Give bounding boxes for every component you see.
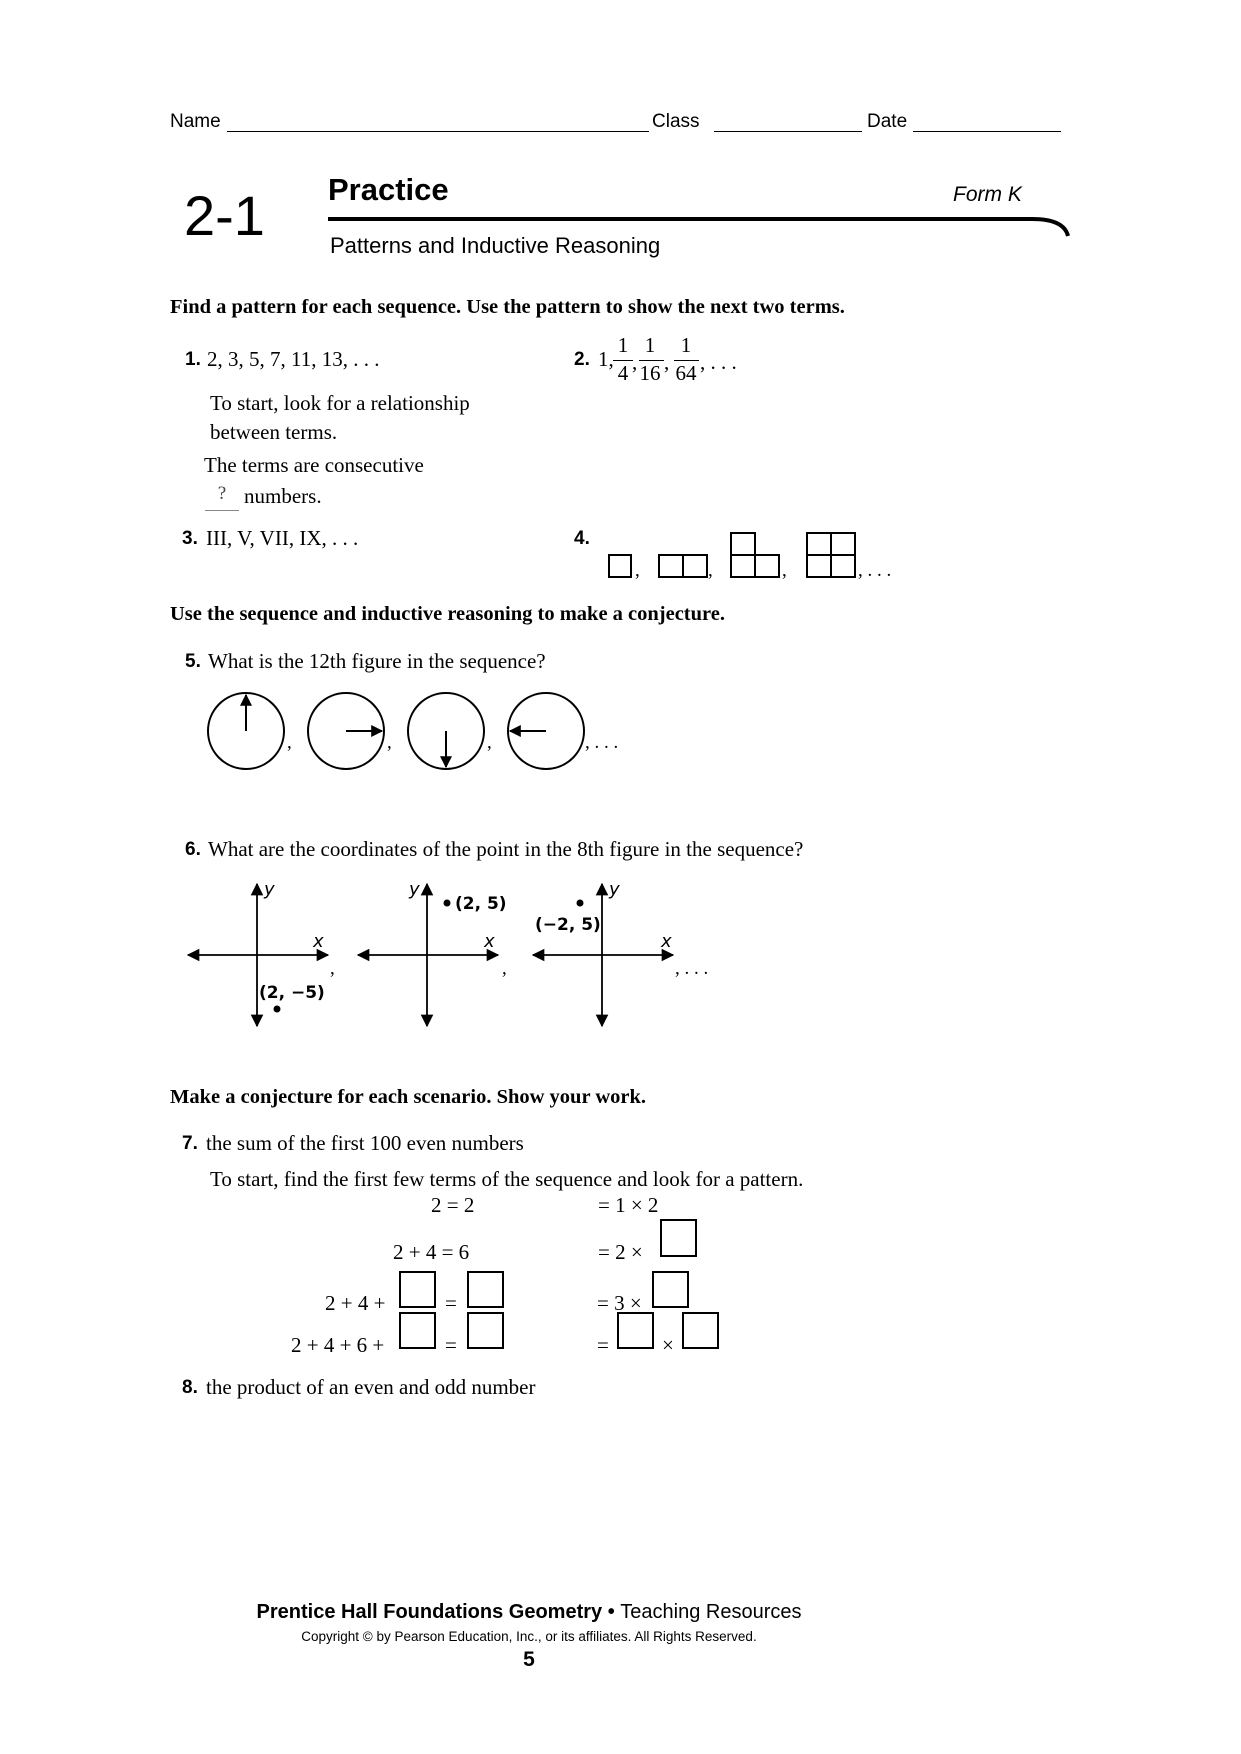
q7-row3-left: 2 + 4 + [325,1291,386,1315]
q3-sequence: III, V, VII, IX, . . . [206,526,359,550]
graph3-point-label: (−2, 5) [535,915,601,935]
q2-fraction3-num: 1 [680,333,692,357]
q1-hint-1: To start, look for a relationship [210,391,470,415]
q1-number: 1. [185,349,201,370]
q2-fraction2-den: 16 [639,361,661,385]
q2-comma-1: , [632,350,638,374]
graph2-x-label: x [484,931,495,952]
q6-comma-1: , [330,958,335,979]
graph-point-2 [444,900,451,907]
q7-row3-sum-box[interactable] [467,1271,504,1308]
q7-row3-equals: = [445,1291,457,1315]
q7-row4-equals: = [445,1333,457,1357]
q4-comma-1: , [635,560,640,581]
q5-comma-3: , [487,732,492,753]
graph2-point-label: (2, 5) [455,894,507,914]
pattern-figure-3 [731,533,779,577]
class-label: Class [652,111,700,132]
q1-answer-blank[interactable] [205,483,239,511]
q2-fraction1-den: 4 [617,361,629,385]
graph1-point-label: (2, −5) [259,983,325,1003]
footer-book-bold: Prentice Hall Foundations Geometry [256,1601,603,1623]
q7-row4-factor2-box[interactable] [682,1312,719,1349]
date-label: Date [867,111,908,132]
q2-fraction3-den: 64 [675,361,697,385]
pattern-figure-4 [807,533,855,577]
section3-instruction: Make a conjecture for each scenario. Show your work. [170,1086,646,1108]
q2-lead: 1, [598,347,614,371]
lesson-number: 2-1 [184,184,265,247]
q7-row4-right: = [597,1333,609,1357]
q2-fraction1-num: 1 [617,333,629,357]
q7-row2-answer-box[interactable] [660,1219,697,1257]
q5-comma-2: , [387,732,392,753]
q7-row4-sum-box[interactable] [467,1312,504,1349]
page-title: Practice [328,172,449,207]
footer-copyright: Copyright © by Pearson Education, Inc., or its affiliates. All Rights Reserved. [301,1629,757,1644]
class-line [714,131,862,132]
q1-blank-mark: ? [217,483,227,504]
q6-number: 6. [185,839,201,860]
q5-comma-1: , [287,732,292,753]
page-number: 5 [523,1648,535,1671]
q5-tail: , . . . [585,732,619,753]
section1-instruction: Find a pattern for each sequence. Use the pattern to show the next two terms. [170,296,845,318]
clock-figure-3 [408,693,484,769]
graph1-y-label: y [264,879,275,900]
q8-text: the product of an even and odd number [206,1375,536,1399]
q7-hint: To start, find the first few terms of the sequence and look for a pattern. [210,1167,804,1191]
footer-bullet: • [602,1601,621,1623]
graph-point-1 [274,1006,281,1013]
page-subtitle: Patterns and Inductive Reasoning [330,233,661,258]
q5-clock-sequence [200,690,620,780]
footer-book-title [0,1601,1058,1624]
q3-number: 3. [182,528,198,549]
q4-number: 4. [574,528,590,549]
q7-row4-addend-box[interactable] [399,1312,436,1349]
q6-coordinate-sequence [180,875,720,1035]
q2-comma-2: , [664,350,670,374]
q2-tail: , . . . [700,350,737,374]
clock-figure-1 [208,693,284,769]
q7-row3-factor-box[interactable] [652,1271,689,1308]
graph1-x-label: x [313,931,324,952]
clock-figure-4 [508,693,584,769]
form-label: Form K [953,183,1022,206]
graph2-y-label: y [409,879,420,900]
q6-tail: , . . . [675,958,709,979]
clock-figure-2 [308,693,384,769]
q4-comma-3: , [782,560,787,581]
q7-number: 7. [182,1133,198,1154]
pattern-figure-1 [609,555,631,577]
pattern-figure-2 [659,555,707,577]
q1-hint-3: The terms are consecutive [204,453,424,477]
graph-point-3 [577,900,584,907]
q7-row3-right: = 3 × [597,1291,642,1315]
q7-row4-times: × [662,1333,674,1357]
q2-fraction2-num: 1 [644,333,656,357]
name-line [227,131,649,132]
q7-row1-right: = 1 × 2 [598,1193,659,1217]
q7-row3-addend-box[interactable] [399,1271,436,1308]
q4-tail: , . . . [858,560,892,581]
name-label: Name [170,111,221,132]
q7-text: the sum of the first 100 even numbers [206,1131,524,1155]
q6-question: What are the coordinates of the point in the 8th figure in the sequence? [208,837,804,861]
q5-number: 5. [185,651,201,672]
graph-figure-1 [188,884,328,1026]
graph3-y-label: y [609,879,620,900]
q8-number: 8. [182,1377,198,1398]
q4-square-pattern [600,525,880,585]
q7-row1-left: 2 = 2 [431,1193,475,1217]
q1-hint-2: between terms. [210,420,338,444]
q1-sequence: 2, 3, 5, 7, 11, 13, . . . [207,347,380,371]
q7-row4-factor1-box[interactable] [617,1312,654,1349]
q1-hint-4: numbers. [244,484,322,508]
date-line [913,131,1061,132]
q2-number: 2. [574,349,590,370]
q7-row4-left: 2 + 4 + 6 + [291,1333,385,1357]
q4-comma-2: , [708,560,713,581]
q6-comma-2: , [502,958,507,979]
graph3-x-label: x [661,931,672,952]
q5-question: What is the 12th figure in the sequence? [208,649,546,673]
q7-row2-right: = 2 × [598,1240,643,1264]
section2-instruction: Use the sequence and inductive reasoning to make a conjecture. [170,603,725,625]
q7-row2-left: 2 + 4 = 6 [393,1240,470,1264]
footer-book-rest: Teaching Resources [620,1601,802,1623]
graph-figure-3 [533,884,673,1026]
